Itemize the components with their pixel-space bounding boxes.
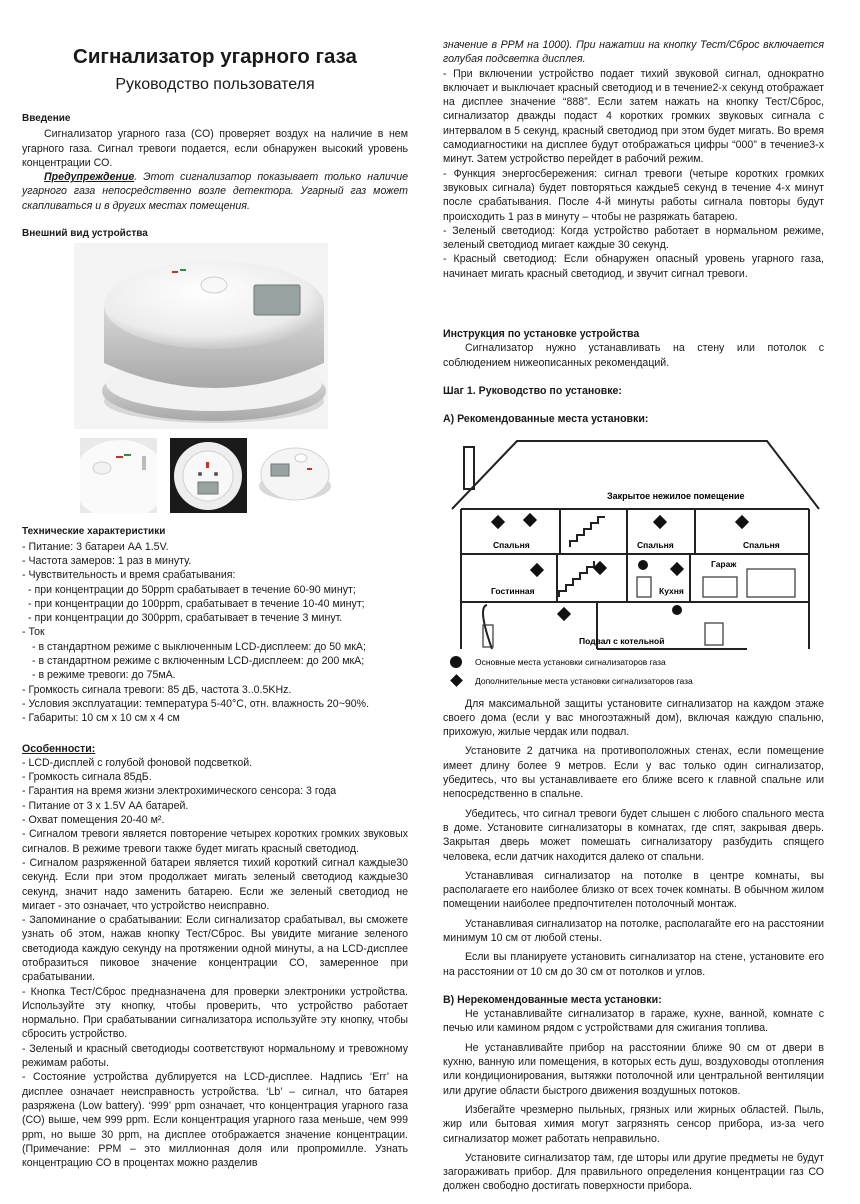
feature-item: - Кнопка Тест/Сброс предназначена для проверки электроники устройства. Используйте эту кнопку, чтобы проверить, что устройство работает нормально. При срабатывании сигнализатора используйте эту кнопку, чтобы сбросить устройство. bbox=[22, 985, 408, 1041]
spec-item: - Громкость сигнала тревоги: 85 дБ, частота 3..0.5KHz. bbox=[22, 683, 292, 696]
continuation-paragraph bbox=[443, 38, 824, 67]
label-bedroom-3: Спальня bbox=[743, 540, 780, 550]
features-list bbox=[22, 756, 408, 1171]
feature-item: - Сигналом разряженной батареи является тихий короткий сигнал каждые30 секунд. Если при этом продолжает мигать зеленый светодиод каждые30 секунд, значит надо заменить батарею. Если же зеленый светодиод не мигает - это означает, что устройство неисправно. bbox=[22, 856, 408, 912]
spec-item: - Габариты: 10 см х 10 см х 4 см bbox=[22, 712, 180, 725]
document-subtitle: Руководство пользователя bbox=[115, 76, 315, 93]
recommended-paragraphs bbox=[443, 697, 824, 979]
specs-list bbox=[22, 540, 408, 726]
feature-item: - Зеленый светодиод: Когда устройство работает в нормальном режиме, зеленый светодиод мигает каждые 30 секунд. bbox=[443, 224, 824, 252]
detector-closeup-photo bbox=[80, 438, 157, 513]
feature-item: - Сигналом тревоги является повторение четырех коротких громких звуковых сигналов. В режиме тревоги также будет мигать красный светодиод. bbox=[22, 828, 408, 855]
feature-item: - Запоминание о срабатывании: Если сигнализатор срабатывал, вы сможете узнать об этом, нажав кнопку Тест/Сброс. Вы увидите мигание зеленого светодиода каждую секунду на протяжении одной минуты, а на LCD-дисплее отобразиться пиковое значение концентрации СО, замеренное при срабатывании. bbox=[22, 914, 408, 984]
document-title: Сигнализатор угарного газа bbox=[73, 45, 357, 68]
guidance-paragraph: Если вы планируете установить сигнализатор на стене, установите его на расстоянии от 10 см до 30 см от потолков и углов. bbox=[443, 951, 824, 978]
feature-item: - Состояние устройства дублируется на LCD-дисплее. Надпись ‘Err’ на дисплее означает неисправность устройства. ‘Lb’ – сигнал, что батарея разряжена (Low battery). ‘999’ ppm означает, что концентрация угарного газа (СО) выше, чем 999 ppm. Если концентрация угарного газа меньше, чем 999 ppm, но выше 30 ppm, на дисплее отображается значение концентрации. (Примечание: PPM – это миллионная доля или пропромилле. Узнать концентрацию СО в процентах можно разделив bbox=[22, 1071, 408, 1170]
legend-extra-text: Дополнительные места установки сигнализаторов газа bbox=[475, 676, 693, 686]
spec-item: - при концентрации до 100ppm, срабатывает в течение 10-40 минут; bbox=[28, 597, 365, 610]
features-heading: Особенности: bbox=[22, 742, 96, 755]
continuation-list bbox=[443, 67, 824, 281]
step1-heading: Шаг 1. Руководство по установке: bbox=[443, 384, 622, 397]
recommended-heading: А) Рекомендованные места установки: bbox=[443, 413, 649, 426]
detector-top-photo bbox=[170, 438, 247, 513]
label-garage: Гараж bbox=[711, 559, 737, 569]
continuation-text: значение в PPM на 1000). При нажатии на кнопку Тест/Сброс включается голубая подсветка дисплея. bbox=[443, 39, 824, 66]
label-bedroom-2: Спальня bbox=[637, 540, 674, 550]
spec-item: - Частота замеров: 1 раз в минуту. bbox=[22, 554, 192, 567]
guidance-paragraph: Не устанавливайте прибор на расстоянии ближе 90 см от двери в кухню, ванную или помещения, в которых есть душ, воздуховоды отопления или кондиционирования, вытяжки потолочной или центральной вентиляции или другие области быстрого движения воздушных потоков. bbox=[443, 1041, 824, 1097]
smoke-detector-photo bbox=[74, 243, 328, 429]
not-recommended-paragraphs bbox=[443, 1007, 824, 1194]
not-recommended-heading: В) Нерекомендованные места установки: bbox=[443, 993, 662, 1006]
install-heading: Инструкция по установке устройства bbox=[443, 328, 640, 341]
spec-item: - Ток bbox=[22, 626, 45, 639]
legend-circle-icon bbox=[450, 656, 462, 668]
guidance-paragraph: Установите сигнализатор там, где шторы или другие предметы не будут загораживать прибор. Для правильного определения концентрации газ СО должен свободно достигать поверхности прибора. bbox=[443, 1151, 824, 1193]
intro-heading: Введение bbox=[22, 113, 71, 124]
label-attic: Закрытое нежилое помещение bbox=[607, 491, 745, 501]
feature-item: - Охват помещения 20-40 м². bbox=[22, 814, 165, 827]
specs-heading: Технические характеристики bbox=[22, 526, 166, 538]
spec-item: - в режиме тревоги: до 75мА. bbox=[32, 669, 176, 682]
spec-item: - Питание: 3 батареи АА 1.5V. bbox=[22, 540, 169, 553]
left-column bbox=[22, 0, 408, 1170]
spec-item: - Условия эксплуатации: температура 5-40°С, отн. влажность 20~90%. bbox=[22, 697, 370, 710]
feature-item: - LCD-дисплей с голубой фоновой подсветкой. bbox=[22, 756, 253, 769]
feature-item: - Гарантия на время жизни электрохимического сенсора: 3 года bbox=[22, 785, 337, 798]
warning-text: . Этот сигнализатор показывает только наличие угарного газа непосредственно возле детектора. Угарный газ может скапливаться и в других местах помещения. bbox=[22, 171, 408, 212]
intro-paragraph: Сигнализатор угарного газа (СО) проверяет воздух на наличие в нем угарного газа. Сигнал тревоги подается, если обнаружен высокий уровень концентрации СО. bbox=[22, 128, 408, 169]
guidance-paragraph: Установите 2 датчика на противоположных стенах, если помещение имеет длину более 9 метров. Если у вас только один сигнализатор, убедитесь, что вы устанавливаете его ближе всего к главной спальне или непосредственно в спальне. bbox=[443, 745, 824, 801]
spec-item: - при концентрации до 300ppm, срабатывает в течение 3 минут. bbox=[28, 612, 343, 625]
spec-item: - в стандартном режиме с включенным LCD-дисплеем: до 200 мкА; bbox=[32, 655, 365, 668]
appearance-heading: Внешний вид устройства bbox=[22, 228, 148, 240]
guidance-paragraph: Для максимальной защиты установите сигнализатор на каждом этаже своего дома (если у вас многоэтажный дом), включая каждую спальню, прихожую, жилые чердак или подвал. bbox=[443, 697, 824, 739]
guidance-paragraph: Устанавливая сигнализатор на потолке, располагайте его на расстоянии минимум 10 см от любой стены. bbox=[443, 917, 824, 944]
feature-item: - Зеленый и красный светодиоды соответствуют нормальному и тревожному режимам работы. bbox=[22, 1042, 408, 1070]
label-basement: Подвал с котельной bbox=[579, 636, 665, 646]
spec-item: - в стандартном режиме с выключенным LCD-дисплеем: до 50 мкА; bbox=[32, 640, 366, 653]
house-installation-diagram bbox=[447, 437, 822, 691]
guidance-paragraph: Устанавливая сигнализатор на потолке в центре комнаты, вы располагаете его наиболее близко от всех точек комнаты. В обычном жилом помещении наиболее предпочтителен потолочный монтаж. bbox=[443, 869, 824, 911]
legend-diamond-icon bbox=[450, 674, 463, 687]
feature-item: - Красный светодиод: Если обнаружен опасный уровень угарного газа, начинает мигать красный светодиод, и звучит сигнал тревоги. bbox=[443, 253, 824, 280]
guidance-paragraph: Не устанавливайте сигнализатор в гараже, кухне, ванной, комнате с печью или камином рядом с устройствами для сжигания топлива. bbox=[443, 1008, 824, 1035]
feature-item: - Громкость сигнала 85дБ. bbox=[22, 771, 152, 784]
feature-item: - При включении устройство подает тихий звуковой сигнал, однократно включает и выключает красный светодиод и в течение2-х секунд отображает на дисплее значение “888”. Если затем нажать на кнопку Тест/Сброс, сигнализатор дважды подаст 4 коротких громких звуковых сигнала с интервалом в 5 секунд, красный светодиод при этом будет мигать. Во время самодиагностики на дисплее будут отображаться цифры “000” в течение3-х минут. Затем устройство перейдет в рабочий режим. bbox=[443, 67, 824, 166]
label-bedroom-1: Спальня bbox=[493, 540, 530, 550]
label-living-room: Гостинная bbox=[491, 586, 535, 596]
install-paragraph: Сигнализатор нужно устанавливать на стену или потолок с соблюдением нижеописанных рекомендаций. bbox=[443, 342, 824, 369]
detector-angle-photo bbox=[255, 438, 332, 513]
label-kitchen: Кухня bbox=[659, 586, 684, 596]
warning-label: Предупреждение bbox=[44, 171, 135, 184]
legend-main-text: Основные места установки сигнализаторов газа bbox=[475, 657, 666, 667]
feature-item: - Функция энергосбережения: сигнал тревоги (четыре коротких громких звуковых сигнала) будет повторяться каждые5 секунд в течение 4-х минут после срабатывания. После 4-й минуты работы сигнала повторы будут происходить 1 раз в минуту – чтобы не разряжать батарею. bbox=[443, 167, 824, 223]
spec-item: - при концентрации до 50ppm срабатывает в течение 60-90 минут; bbox=[28, 583, 356, 596]
warning-paragraph bbox=[22, 170, 408, 213]
feature-item: - Питание от 3 х 1.5V АА батарей. bbox=[22, 799, 189, 812]
spec-item: - Чувствительность и время срабатывания: bbox=[22, 569, 236, 582]
guidance-paragraph: Убедитесь, что сигнал тревоги будет слышен с любого спального места в доме. Установите сигнализаторы в комнатах, где спят, закрывая дверь. Закрытая дверь может помешать сигнализатору разбудить спящего человека, если датчик находится далеко от спальни. bbox=[443, 807, 824, 863]
guidance-paragraph: Избегайте чрезмерно пыльных, грязных или жирных областей. Пыль, жир или бытовая химия могут загрязнять сенсор прибора, из-за чего сигнализатор может работать неправильно. bbox=[443, 1103, 824, 1145]
